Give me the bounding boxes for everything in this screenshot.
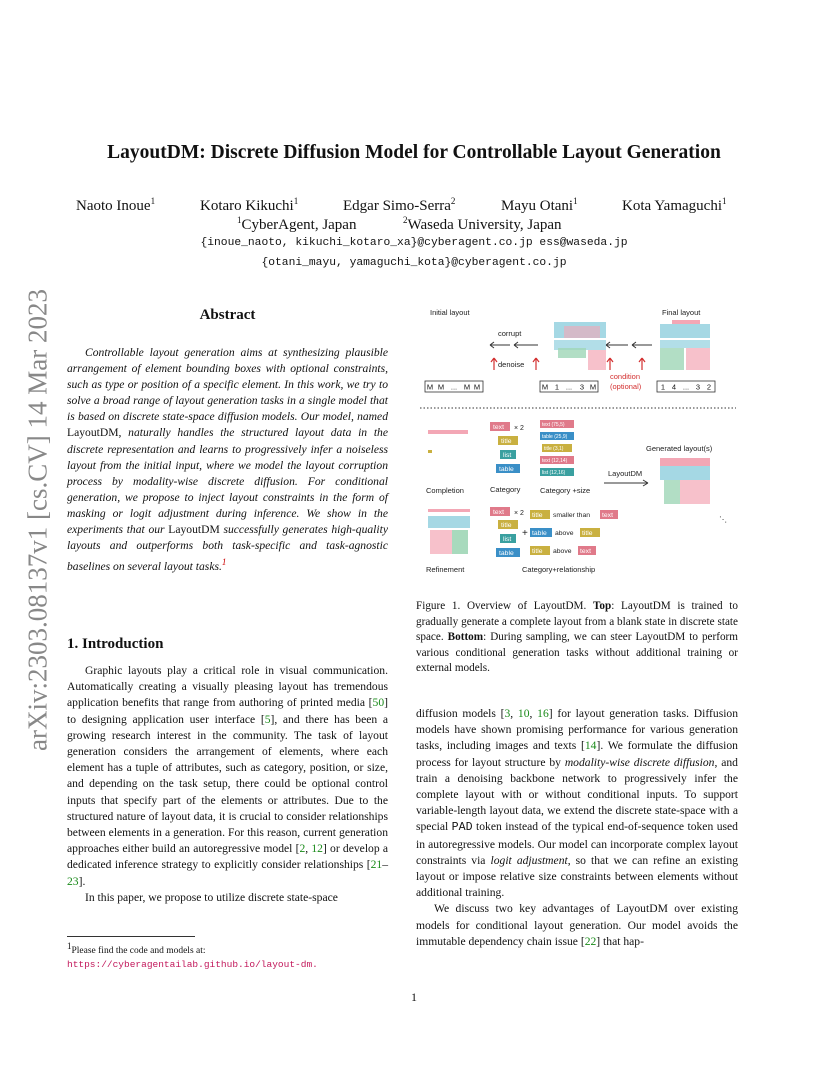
label-category: Category xyxy=(490,485,521,494)
label-optional: (optional) xyxy=(610,382,642,391)
svg-text:...: ... xyxy=(565,382,573,392)
citation[interactable]: 21 xyxy=(370,858,383,872)
figure-1 xyxy=(414,300,742,586)
label-generated-layouts: Generated layout(s) xyxy=(646,444,713,453)
citation[interactable]: 10 xyxy=(517,707,530,720)
svg-text:M: M xyxy=(463,382,471,392)
label-category-size: Category +size xyxy=(540,486,591,495)
label-category-relationship: Category+relationship xyxy=(522,565,596,574)
svg-text:⋱: ⋱ xyxy=(719,515,727,524)
category-size-tags xyxy=(540,420,574,476)
svg-text:1: 1 xyxy=(554,382,560,392)
svg-text:title (3,1): title (3,1) xyxy=(544,446,564,452)
intro-paragraph-2: In this paper, we propose to utilize discrete state-space xyxy=(85,890,338,904)
page-number: 1 xyxy=(411,990,417,1004)
svg-text:2: 2 xyxy=(706,382,712,392)
author-5: Kota Yamaguchi$^1$ xyxy=(622,196,727,214)
citation[interactable]: 5 xyxy=(264,712,271,726)
svg-text:title: title xyxy=(501,522,512,529)
citation[interactable]: 2 xyxy=(299,842,306,856)
citation[interactable]: 50 xyxy=(372,696,385,710)
svg-text:M: M xyxy=(589,382,597,392)
token-sequences xyxy=(425,381,715,392)
generated-layout xyxy=(660,458,727,524)
svg-text:title: title xyxy=(532,548,543,555)
svg-text:table: table xyxy=(532,530,547,537)
svg-text:× 2: × 2 xyxy=(514,425,524,432)
citation[interactable]: 22 xyxy=(584,934,597,948)
svg-text:list: list xyxy=(503,452,512,459)
abstract-heading: Abstract xyxy=(199,307,256,323)
svg-text:× 2: × 2 xyxy=(514,510,524,517)
svg-text:table: table xyxy=(499,550,514,557)
arxiv-id: arXiv:2303.08137v1 [cs.CV] 14 Mar 2023 xyxy=(22,289,53,751)
completion-example xyxy=(428,430,468,453)
svg-text:above: above xyxy=(555,530,574,537)
abstract-text: Controllable layout generation aims at synthesizing plausible arrangement of element bounding boxes with optional constraints, such as type or position of a specific element. In this work, we try to solve a broad range of layout generation tasks in a single model that is based on discrete state-space diffusion models. Our model, named LayoutDM, naturally handles the structured layout data in the discrete representation and learns to progressively infer a noiseless layout from the initial input, where we model the layout corruption process by modality-wise discrete diffusion. For conditional generation, we propose to inject layout constraints in the form of masking or logit adjustment during inference. We show in the experiments that our LayoutDM successfully generates high-quality layouts and outperforms both task-specific and task-agnostic baselines on several layout tasks.$^1$ xyxy=(67,346,388,574)
author-2: Kotaro Kikuchi$^1$ xyxy=(200,196,299,214)
svg-text:list (12,16): list (12,16) xyxy=(542,470,566,476)
svg-text:list: list xyxy=(503,536,512,543)
svg-text:table: table xyxy=(499,466,514,473)
svg-text:smaller than: smaller than xyxy=(553,512,591,519)
svg-text:3: 3 xyxy=(579,382,585,392)
right-paragraph-2: We discuss two key advantages of LayoutDM over existing models for conditional layout generation. Our model avoids the immutable dependency chain issue [22] that hap- xyxy=(416,902,738,948)
refinement-example xyxy=(428,509,470,554)
svg-text:above: above xyxy=(553,548,572,555)
svg-text:title: title xyxy=(532,512,543,519)
footnote-url[interactable]: https://cyberagentailab.github.io/layout-dm. xyxy=(67,959,318,971)
footnote: $^1$Please find the code and models at: https://cyberagentailab.github.io/layout-dm. xyxy=(67,941,318,971)
svg-text:...: ... xyxy=(450,382,458,392)
label-denoise: denoise xyxy=(498,360,525,369)
svg-text:text: text xyxy=(493,509,504,516)
layoutdm-arrow xyxy=(604,480,648,486)
figure-caption: Figure 1. Overview of LayoutDM. Top: LayoutDM is trained to gradually generate a complete layout from a blank state in discrete state space. Bottom: During sampling, we can steer LayoutDM to perform various conditional generation tasks without additional training or external models. xyxy=(416,600,738,675)
citation[interactable]: 14 xyxy=(584,739,597,753)
citation[interactable]: 3 xyxy=(504,707,511,720)
svg-text:text: text xyxy=(602,512,613,519)
paper-title: LayoutDM: Discrete Diffusion Model for Controllable Layout Generation xyxy=(107,142,721,163)
svg-text:...: ... xyxy=(682,382,690,392)
svg-text:title: title xyxy=(501,438,512,445)
category-tags xyxy=(490,422,524,473)
label-corrupt: corrupt xyxy=(498,329,522,338)
svg-text:text (75,5): text (75,5) xyxy=(542,422,565,428)
svg-text:text: text xyxy=(580,548,591,555)
svg-text:title: title xyxy=(582,530,593,537)
svg-text:M: M xyxy=(426,382,434,392)
relationship-tags xyxy=(490,507,618,557)
svg-text:4: 4 xyxy=(671,382,677,392)
svg-text:M: M xyxy=(473,382,481,392)
svg-text:M: M xyxy=(541,382,549,392)
svg-text:3: 3 xyxy=(695,382,701,392)
citation[interactable]: 12 xyxy=(311,842,323,856)
affiliation-1: $^1$CyberAgent, Japan xyxy=(237,215,357,233)
emails-line-2: {otani_mayu, yamaguchi_kota}@cyberagent.co.jp xyxy=(261,257,567,269)
author-1: Naoto Inoue$^1$ xyxy=(76,196,156,214)
intermediate-layout xyxy=(554,322,606,370)
intro-paragraph-1: Graphic layouts play a critical role in visual communication. Automatically creating a visually pleasing layout has tremendous application benefits that range from authoring of printed media [50] to designing application user interface [5], and there has been a growing research interest in the community. The task of layout generation considers the arrangement of elements, where each element has a tuple of attributes, such as category, position, or size, and depending on the task setup, there could be optional control inputs that specify part of the elements or attributes. Due to the structured nature of layout data, it is crucial to consider relationships between elements in a generation. For this reason, current generation approaches either build an autoregressive model [2, 12] or develop a dedicated inference strategy to explicitly consider relationships [21–23]. xyxy=(67,664,389,888)
svg-text:1: 1 xyxy=(660,382,666,392)
label-refinement: Refinement xyxy=(426,565,465,574)
svg-text:text (12,14): text (12,14) xyxy=(542,458,568,464)
affiliation-2: $^2$Waseda University, Japan xyxy=(403,215,562,233)
section-heading-introduction: 1. Introduction xyxy=(67,636,164,652)
label-condition: condition xyxy=(610,372,641,381)
author-3: Edgar Simo-Serra$^2$ xyxy=(343,196,456,214)
citation[interactable]: 16 xyxy=(537,707,549,720)
label-completion: Completion xyxy=(426,486,464,495)
svg-text:text: text xyxy=(493,424,504,431)
label-layoutdm: LayoutDM xyxy=(608,469,643,478)
intro-text xyxy=(67,663,388,906)
right-paragraph-1: diffusion models [3, 10, 16] for layout generation tasks. Diffusion models have shown promising performance for various generation tasks, including images and texts [14]. We formulate the diffusion process for layout structure by modality-wise discrete diffusion, and train a denoising backbone network to progressively infer the complete layout with or without conditional inputs. To support variable-length layout data, we extend the discrete state-space with a special PAD token instead of the typical end-of-sequence token used in autoregressive models. Our model can incorporate complex layout constraints via logit adjustment, so that we can refine an existing layout or impose relative size constraints between elements without additional training. xyxy=(416,707,739,900)
svg-text:+: + xyxy=(522,528,528,539)
author-4: Mayu Otani$^1$ xyxy=(501,196,578,214)
citation[interactable]: 23 xyxy=(67,874,79,888)
svg-text:table (25,9): table (25,9) xyxy=(542,434,568,440)
emails-line-1: {inoue_naoto, kikuchi_kotaro_xa}@cyberagent.co.jp ess@waseda.jp xyxy=(200,237,628,249)
label-final-layout: Final layout xyxy=(662,308,701,317)
footnote-rule xyxy=(67,936,195,937)
svg-text:M: M xyxy=(437,382,445,392)
right-column-text xyxy=(416,706,738,950)
final-layout xyxy=(660,320,710,370)
label-initial-layout: Initial layout xyxy=(430,308,470,317)
footnote-link[interactable]: 1 xyxy=(221,557,227,568)
